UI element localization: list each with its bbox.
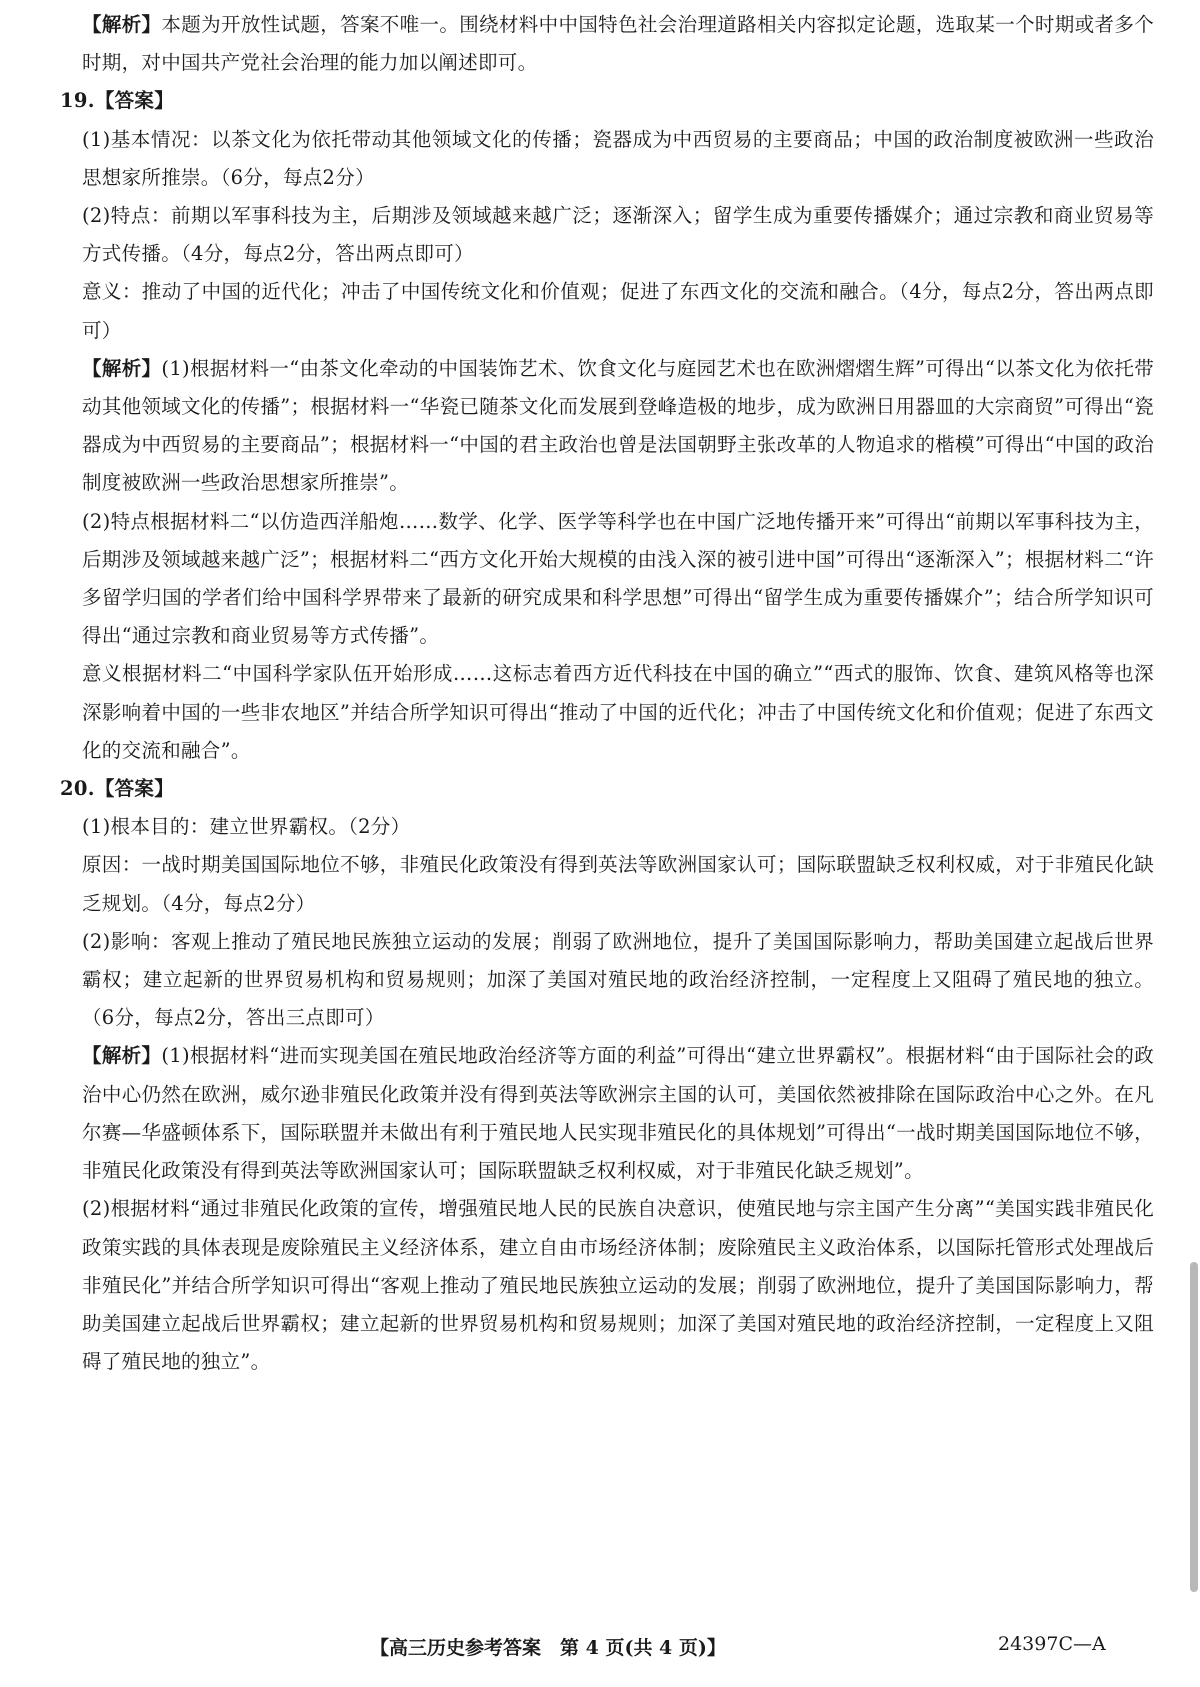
q18-analysis (82, 6, 1154, 82)
footer-title: 【高三历史参考答案 第 4 页(共 4 页)】 (370, 1637, 726, 1659)
vertical-scrollbar[interactable] (1190, 1262, 1198, 1592)
question-number: 19. (60, 89, 95, 113)
q20-heading (60, 770, 1154, 808)
analysis-tag: 【解析】 (82, 1044, 162, 1068)
analysis-text: (1)根据材料“进而实现美国在殖民地政治经济等方面的利益”可得出“建立世界霸权”。根据材料“由于国际社会的政治中心仍然在欧洲，威尔逊非殖民化政策并没有得到英法等欧洲宗主国的认可，美国依然被排除在国际政治中心之外。在凡尔赛—华盛顿体系下，国际联盟并未做出有利于殖民地人民实现非殖民化的具体规划”可得出“一战时期美国国际地位不够，非殖民化政策没有得到英法等欧洲国家认可；国际联盟缺乏权利权威，对于非殖民化缺乏规划”。 (82, 1044, 1154, 1183)
q20-analysis-2: (2)根据材料“通过非殖民化政策的宣传，增强殖民地人民的民族自决意识，使殖民地与宗主国产生分离”“美国实践非殖民化政策实践的具体表现是废除殖民主义经济体系，建立自由市场经济体制；废除殖民主义政治体系，以国际托管形式处理战后非殖民化”并结合所学知识可得出“客观上推动了殖民地民族独立运动的发展；削弱了欧洲地位，提升了美国国际影响力，帮助美国建立起战后世界霸权；建立起新的世界贸易机构和贸易规则；加深了美国对殖民地的政治经济控制，一定程度上又阻碍了殖民地的独立”。 (82, 1197, 1154, 1374)
q19-analysis-1 (82, 350, 1154, 503)
q20-answer-1a: (1)根本目的：建立世界霸权。（2分） (82, 815, 411, 839)
analysis-text: (1)根据材料一“由茶文化牵动的中国装饰艺术、饮食文化与庭园艺术也在欧洲熠熠生辉”可得出“以茶文化为依托带动其他领域文化的传播”；根据材料一“华瓷已随茶文化而发展到登峰造极的地步，成为欧洲日用器皿的大宗商贸”可得出“瓷器成为中西贸易的主要商品”；根据材料一“中国的君主政治也曾是法国朝野主张改革的人物追求的楷模”可得出“中国的政治制度被欧洲一些政治思想家所推崇”。 (82, 356, 1154, 495)
q20-analysis-1 (82, 1037, 1154, 1190)
answer-content (60, 6, 1154, 1381)
q20-answer-1b: 原因：一战时期美国国际地位不够，非殖民化政策没有得到英法等欧洲国家认可；国际联盟缺乏权利权威，对于非殖民化缺乏规划。（4分，每点2分） (82, 853, 1154, 915)
q19-analysis-2: (2)特点根据材料二“以仿造西洋船炮……数学、化学、医学等科学也在中国广泛地传播开来”可得出“前期以军事科技为主，后期涉及领域越来越广泛”；根据材料二“西方文化开始大规模的由浅入深的被引进中国”可得出“逐渐深入”；根据材料二“许多留学归国的学者们给中国科学界带来了最新的研究成果和科学思想”可得出“留学生成为重要传播媒介”；结合所学知识可得出“通过宗教和商业贸易等方式传播”。 (82, 509, 1154, 648)
q19-answer-2a: (2)特点：前期以军事科技为主，后期涉及领域越来越广泛；逐渐深入；留学生成为重要传播媒介；通过宗教和商业贸易等方式传播。（4分，每点2分，答出两点即可） (82, 204, 1154, 266)
question-number: 20. (60, 777, 95, 801)
answer-tag: 【答案】 (94, 89, 175, 113)
page-footer (0, 1633, 1160, 1663)
answer-tag: 【答案】 (94, 777, 175, 801)
analysis-text: 本题为开放性试题，答案不唯一。围绕材料中中国特色社会治理道路相关内容拟定论题，选取某一个时期或者多个时期，对中国共产党社会治理的能力加以阐述即可。 (82, 13, 1154, 75)
q20-answer-2: (2)影响：客观上推动了殖民地民族独立运动的发展；削弱了欧洲地位，提升了美国国际影响力，帮助美国建立起战后世界霸权；建立起新的世界贸易机构和贸易规则；加深了美国对殖民地的政治经济控制，一定程度上又阻碍了殖民地的独立。（6分，每点2分，答出三点即可） (82, 929, 1154, 1030)
analysis-tag: 【解析】 (82, 13, 162, 36)
analysis-tag: 【解析】 (82, 356, 162, 380)
footer-code: 24397C—A (998, 1633, 1106, 1655)
q19-analysis-3: 意义根据材料二“中国科学家队伍开始形成……这标志着西方近代科技在中国的确立”“西式的服饰、饮食、建筑风格等也深深影响着中国的一些非农地区”并结合所学知识可得出“推动了中国的近代化；冲击了中国传统文化和价值观；促进了东西文化的交流和融合”。 (82, 662, 1154, 762)
q19-heading (60, 82, 1154, 120)
q19-answer-1: (1)基本情况：以茶文化为依托带动其他领域文化的传播；瓷器成为中西贸易的主要商品；中国的政治制度被欧洲一些政治思想家所推崇。（6分，每点2分） (82, 127, 1154, 189)
q19-answer-2b: 意义：推动了中国的近代化；冲击了中国传统文化和价值观；促进了东西文化的交流和融合。（4分，每点2分，答出两点即可） (82, 280, 1154, 342)
